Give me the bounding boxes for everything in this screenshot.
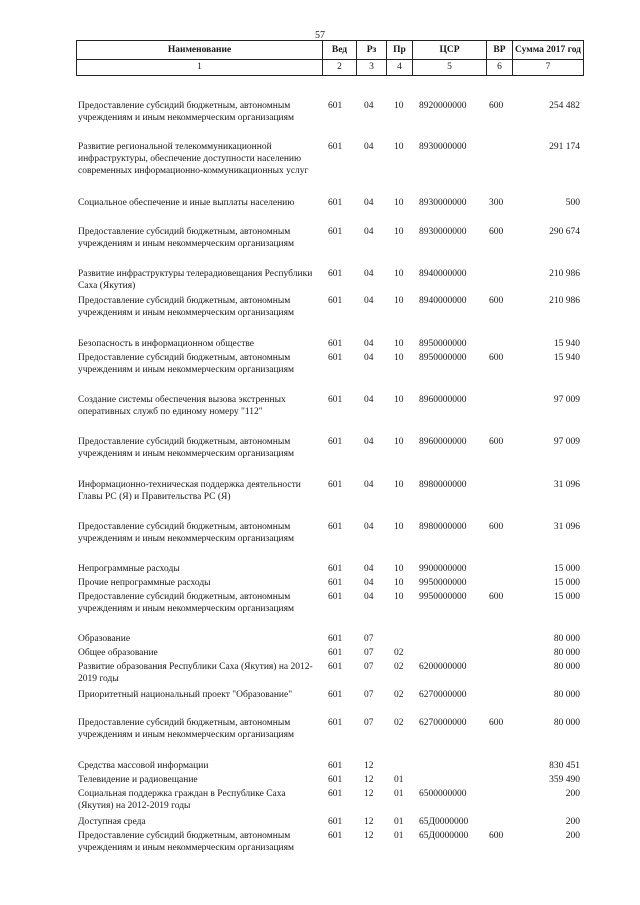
cell-ved: 601 (328, 339, 343, 349)
cell-ved: 601 (328, 198, 343, 208)
cell-csr: 9950000000 (419, 578, 467, 588)
cell-rz: 12 (364, 761, 374, 771)
col-number: 2 (323, 60, 357, 76)
cell-sum: 80 000 (553, 718, 580, 728)
header-name: Наименование (77, 41, 323, 60)
cell-pr: 10 (394, 522, 404, 532)
cell-rz: 07 (364, 718, 374, 728)
header-sum: Сумма 2017 год (513, 41, 584, 60)
cell-sum: 500 (565, 198, 580, 208)
cell-csr: 8930000000 (419, 227, 467, 237)
cell-sum: 31 096 (553, 522, 580, 532)
cell-ved: 601 (328, 142, 343, 152)
cell-sum: 97 009 (553, 395, 580, 405)
cell-name: Предоставление субсидий бюджетным, автономным учреждениям и иным некоммерческим организациям (78, 592, 295, 614)
cell-csr: 8980000000 (419, 522, 467, 532)
cell-name: Предоставление субсидий бюджетным, автономным учреждениям и иным некоммерческим организациям (78, 101, 295, 123)
cell-rz: 12 (364, 789, 374, 799)
cell-csr: 9950000000 (419, 592, 467, 602)
cell-name: Информационно-техническая поддержка деятельности Главы РС (Я) и Правительства РС (Я) (78, 480, 301, 502)
header-pr: Пр (387, 41, 413, 60)
column-number-row (77, 60, 584, 76)
cell-name: Развитие региональной телекоммуникационной инфраструктуры, обеспечение доступности населению современных информационно-коммуникационных услуг (78, 142, 309, 176)
cell-rz: 04 (364, 592, 374, 602)
cell-name: Доступная среда (78, 817, 146, 827)
cell-pr: 10 (394, 564, 404, 574)
cell-name: Предоставление субсидий бюджетным, автономным учреждениям и иным некоммерческим организациям (78, 353, 295, 375)
cell-name: Средства массовой информации (78, 761, 209, 771)
cell-sum: 254 482 (549, 101, 580, 111)
cell-ved: 601 (328, 690, 343, 700)
cell-name: Предоставление субсидий бюджетным, автономным учреждениям и иным некоммерческим организациям (78, 296, 295, 318)
cell-pr: 10 (394, 296, 404, 306)
cell-ved: 601 (328, 480, 343, 490)
cell-ved: 601 (328, 395, 343, 405)
cell-sum: 200 (565, 789, 580, 799)
cell-name: Предоставление субсидий бюджетным, автономным учреждениям и иным некоммерческим организациям (78, 831, 295, 853)
cell-pr: 02 (394, 718, 404, 728)
cell-rz: 04 (364, 578, 374, 588)
cell-sum: 210 986 (549, 269, 580, 279)
cell-csr: 8940000000 (419, 269, 467, 279)
cell-rz: 04 (364, 395, 374, 405)
cell-rz: 07 (364, 634, 374, 644)
header-row (77, 41, 584, 60)
cell-ved: 601 (328, 761, 343, 771)
cell-name: Предоставление субсидий бюджетным, автономным учреждениям и иным некоммерческим организациям (78, 718, 295, 740)
cell-ved: 601 (328, 662, 343, 672)
cell-pr: 10 (394, 339, 404, 349)
cell-csr: 8980000000 (419, 480, 467, 490)
cell-csr: 8960000000 (419, 437, 467, 447)
cell-name: Образование (78, 634, 131, 644)
cell-sum: 80 000 (553, 634, 580, 644)
col-number: 7 (513, 60, 584, 76)
col-number: 5 (413, 60, 487, 76)
cell-csr: 9900000000 (419, 564, 467, 574)
cell-pr: 10 (394, 437, 404, 447)
header-ved: Вед (323, 41, 357, 60)
cell-csr: 8930000000 (419, 142, 467, 152)
cell-sum: 359 490 (549, 775, 580, 785)
cell-ved: 601 (328, 353, 343, 363)
cell-ved: 601 (328, 592, 343, 602)
cell-name: Развитие образования Республики Саха (Якутия) на 2012-2019 годы (78, 662, 313, 684)
cell-csr: 6200000000 (419, 662, 467, 672)
cell-pr: 10 (394, 592, 404, 602)
cell-sum: 291 174 (549, 142, 580, 152)
cell-ved: 601 (328, 564, 343, 574)
cell-ved: 601 (328, 831, 343, 841)
cell-pr: 01 (394, 817, 404, 827)
cell-vr: 600 (489, 522, 504, 532)
col-number: 4 (387, 60, 413, 76)
cell-name: Предоставление субсидий бюджетным, автономным учреждениям и иным некоммерческим организациям (78, 522, 295, 544)
cell-rz: 07 (364, 690, 374, 700)
page-number: 57 (315, 30, 325, 41)
cell-sum: 80 000 (553, 662, 580, 672)
cell-sum: 15 000 (553, 592, 580, 602)
cell-rz: 04 (364, 101, 374, 111)
cell-name: Создание системы обеспечения вызова экстренных оперативных служб по единому номеру "112" (78, 395, 286, 417)
cell-rz: 04 (364, 198, 374, 208)
cell-rz: 12 (364, 775, 374, 785)
cell-sum: 290 674 (549, 227, 580, 237)
cell-ved: 601 (328, 522, 343, 532)
cell-name: Развитие инфраструктуры телерадиовещания Республики Саха (Якутия) (78, 269, 313, 291)
cell-rz: 12 (364, 817, 374, 827)
cell-rz: 04 (364, 437, 374, 447)
cell-csr: 6270000000 (419, 690, 467, 700)
cell-name: Социальная поддержка граждан в Республике Саха (Якутия) на 2012-2019 годы (78, 789, 286, 811)
cell-vr: 600 (489, 718, 504, 728)
cell-name: Предоставление субсидий бюджетным, автономным учреждениям и иным некоммерческим организациям (78, 437, 295, 459)
cell-sum: 200 (565, 817, 580, 827)
cell-rz: 04 (364, 480, 374, 490)
cell-ved: 601 (328, 296, 343, 306)
cell-pr: 10 (394, 101, 404, 111)
cell-pr: 10 (394, 578, 404, 588)
cell-rz: 12 (364, 831, 374, 841)
cell-ved: 601 (328, 227, 343, 237)
cell-sum: 15 000 (553, 564, 580, 574)
cell-sum: 200 (565, 831, 580, 841)
cell-csr: 8950000000 (419, 353, 467, 363)
cell-rz: 04 (364, 564, 374, 574)
cell-ved: 601 (328, 817, 343, 827)
cell-pr: 10 (394, 227, 404, 237)
cell-ved: 601 (328, 634, 343, 644)
cell-vr: 300 (489, 198, 504, 208)
cell-sum: 15 940 (553, 339, 580, 349)
cell-rz: 04 (364, 227, 374, 237)
cell-vr: 600 (489, 831, 504, 841)
cell-ved: 601 (328, 775, 343, 785)
cell-pr: 02 (394, 662, 404, 672)
cell-rz: 04 (364, 522, 374, 532)
cell-name: Телевидение и радиовещание (78, 775, 198, 785)
cell-sum: 97 009 (553, 437, 580, 447)
cell-rz: 04 (364, 269, 374, 279)
cell-rz: 04 (364, 142, 374, 152)
cell-ved: 601 (328, 269, 343, 279)
cell-pr: 01 (394, 775, 404, 785)
cell-ved: 601 (328, 648, 343, 658)
cell-csr: 8950000000 (419, 339, 467, 349)
header-table (76, 40, 584, 76)
cell-pr: 10 (394, 353, 404, 363)
cell-pr: 10 (394, 395, 404, 405)
cell-pr: 10 (394, 198, 404, 208)
cell-csr: 8920000000 (419, 101, 467, 111)
cell-sum: 80 000 (553, 648, 580, 658)
cell-pr: 02 (394, 648, 404, 658)
cell-sum: 15 940 (553, 353, 580, 363)
header-rz: Рз (357, 41, 387, 60)
header-vr: ВР (487, 41, 513, 60)
cell-pr: 01 (394, 789, 404, 799)
cell-ved: 601 (328, 718, 343, 728)
cell-name: Непрограммные расходы (78, 564, 180, 574)
cell-csr: 65Д0000000 (419, 817, 469, 827)
cell-name: Безопасность в информационном обществе (78, 339, 255, 349)
cell-csr: 65Д0000000 (419, 831, 469, 841)
cell-rz: 04 (364, 296, 374, 306)
cell-vr: 600 (489, 227, 504, 237)
cell-sum: 80 000 (553, 690, 580, 700)
cell-rz: 07 (364, 648, 374, 658)
cell-csr: 8940000000 (419, 296, 467, 306)
cell-csr: 8960000000 (419, 395, 467, 405)
cell-name: Прочие непрограммные расходы (78, 578, 211, 588)
cell-rz: 07 (364, 662, 374, 672)
col-number: 6 (487, 60, 513, 76)
cell-pr: 02 (394, 690, 404, 700)
cell-name: Приоритетный национальный проект "Образование" (78, 690, 293, 700)
cell-ved: 601 (328, 578, 343, 588)
cell-name: Социальное обеспечение и иные выплаты населению (78, 198, 295, 208)
cell-name: Предоставление субсидий бюджетным, автономным учреждениям и иным некоммерческим организациям (78, 227, 295, 249)
cell-sum: 31 096 (553, 480, 580, 490)
cell-sum: 15 000 (553, 578, 580, 588)
cell-pr: 10 (394, 480, 404, 490)
cell-pr: 10 (394, 269, 404, 279)
cell-vr: 600 (489, 353, 504, 363)
cell-vr: 600 (489, 296, 504, 306)
cell-ved: 601 (328, 789, 343, 799)
cell-sum: 210 986 (549, 296, 580, 306)
cell-vr: 600 (489, 592, 504, 602)
cell-name: Общее образование (78, 648, 158, 658)
cell-ved: 601 (328, 437, 343, 447)
cell-rz: 04 (364, 339, 374, 349)
col-number: 3 (357, 60, 387, 76)
cell-pr: 01 (394, 831, 404, 841)
cell-csr: 8930000000 (419, 198, 467, 208)
cell-ved: 601 (328, 101, 343, 111)
cell-rz: 04 (364, 353, 374, 363)
cell-sum: 830 451 (549, 761, 580, 771)
cell-vr: 600 (489, 437, 504, 447)
cell-pr: 10 (394, 142, 404, 152)
col-number: 1 (77, 60, 323, 76)
cell-csr: 6270000000 (419, 718, 467, 728)
header-csr: ЦСР (413, 41, 487, 60)
cell-vr: 600 (489, 101, 504, 111)
cell-csr: 6500000000 (419, 789, 467, 799)
